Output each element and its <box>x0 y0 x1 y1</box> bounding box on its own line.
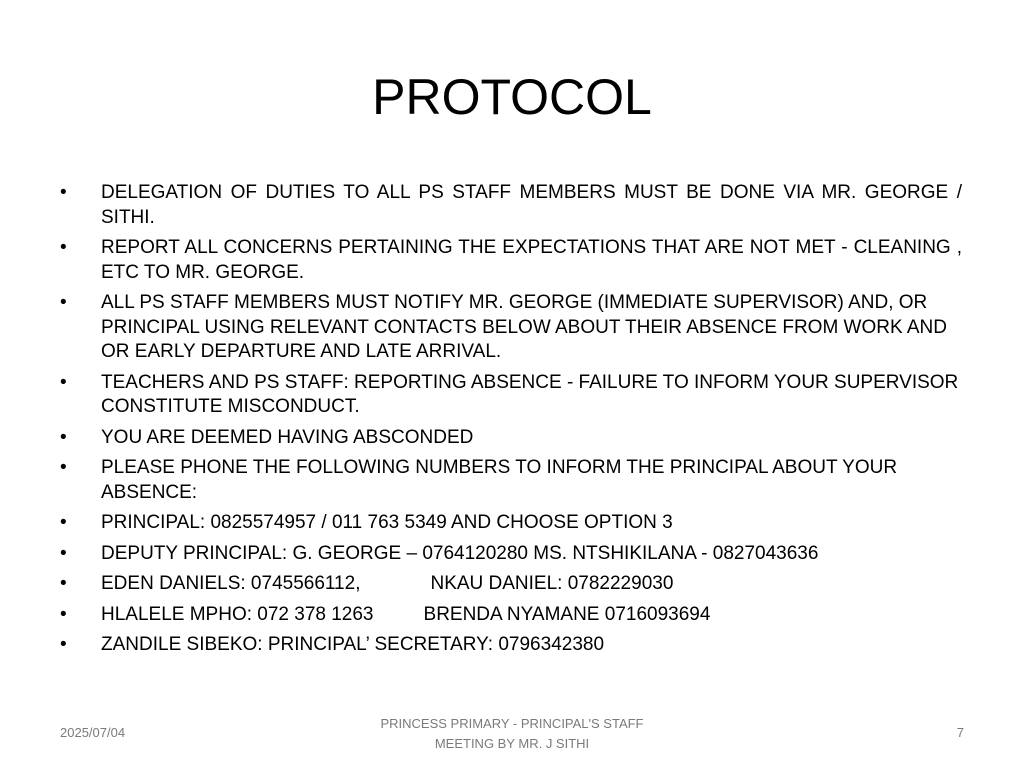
footer-date: 2025/07/04 <box>60 725 126 740</box>
bullet-hlalele-brenda-contacts <box>60 603 962 628</box>
bullet-text: ALL PS STAFF MEMBERS MUST NOTIFY MR. GEORGE (IMMEDIATE SUPERVISOR) AND, OR PRINCIPAL USING RELEVANT CONTACTS BELOW ABOUT THEIR ABSENCE FROM WORK AND OR EARLY DEPARTURE AND LATE ARRIVAL. <box>101 292 948 362</box>
bullet-eden-nkau-contacts <box>60 572 962 597</box>
footer-title-line-2: MEETING BY MR. J SITHI <box>434 736 590 751</box>
bullet-text: PRINCIPAL: 0825574957 / 011 763 5349 AND CHOOSE OPTION 3 <box>101 512 673 533</box>
bullet-text: REPORT ALL CONCERNS PERTAINING THE EXPECTATIONS THAT ARE NOT MET - CLEANING , ETC TO MR. GEORGE. <box>101 237 962 283</box>
bullet-icon: • <box>60 512 67 533</box>
bullet-list <box>60 181 962 664</box>
bullet-text: DELEGATION OF DUTIES TO ALL PS STAFF MEMBERS MUST BE DONE VIA MR. GEORGE / SITHI. <box>101 182 962 228</box>
bullet-text: PLEASE PHONE THE FOLLOWING NUMBERS TO INFORM THE PRINCIPAL ABOUT YOUR ABSENCE: <box>101 457 898 503</box>
bullet-icon: • <box>60 237 67 258</box>
bullet-phone-numbers <box>60 456 962 505</box>
bullet-icon: • <box>60 634 67 655</box>
bullet-principal-contact <box>60 511 962 536</box>
bullet-delegation <box>60 181 962 230</box>
bullet-report-concerns <box>60 236 962 285</box>
bullet-text: DEPUTY PRINCIPAL: G. GEORGE – 0764120280 MS. NTSHIKILANA - 0827043636 <box>101 542 819 564</box>
contact-nkau-daniel: NKAU DANIEL: 0782229030 <box>430 573 674 594</box>
bullet-icon: • <box>60 371 67 393</box>
contact-zandile-sibeko: ZANDILE SIBEKO: PRINCIPAL’ SECRETARY: 0796342380 <box>101 634 605 655</box>
bullet-icon: • <box>60 603 67 625</box>
bullet-reporting-absence <box>60 371 962 420</box>
bullet-icon: • <box>60 182 67 203</box>
bullet-secretary-contact <box>60 633 962 658</box>
contact-brenda-nyamane: BRENDA NYAMANE 0716093694 <box>423 603 711 625</box>
bullet-icon: • <box>60 542 67 564</box>
bullet-icon: • <box>60 292 67 313</box>
bullet-absconded <box>60 426 962 451</box>
footer-title-line-1: PRINCESS PRIMARY - PRINCIPAL'S STAFF <box>380 716 644 731</box>
bullet-deputy-principal-contact <box>60 542 962 567</box>
slide-number: 7 <box>956 725 964 740</box>
bullet-icon: • <box>60 573 67 594</box>
slide-title: PROTOCOL <box>372 69 652 125</box>
bullet-icon: • <box>60 457 67 478</box>
contact-hlalele-mpho: HLALELE MPHO: 072 378 1263 <box>101 603 374 625</box>
bullet-text: TEACHERS AND PS STAFF: REPORTING ABSENCE - FAILURE TO INFORM YOUR SUPERVISOR CONSTITUTE MISCONDUCT. <box>101 371 959 417</box>
bullet-text: YOU ARE DEEMED HAVING ABSCONDED <box>101 426 474 448</box>
contact-eden-daniels: EDEN DANIELS: 0745566112, <box>101 573 361 594</box>
bullet-icon: • <box>60 426 67 448</box>
bullet-notify-supervisor <box>60 291 962 365</box>
footer-title <box>350 714 674 754</box>
